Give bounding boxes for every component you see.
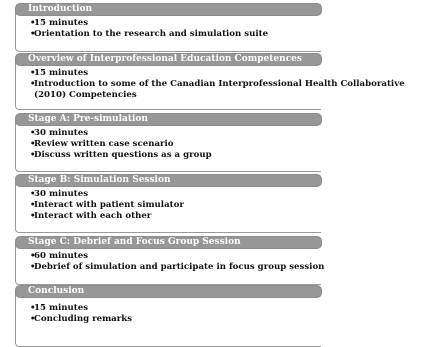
list-item [30, 18, 422, 29]
list-item [30, 200, 422, 211]
item-text: Interact with patient simulator [34, 200, 184, 210]
list-item [30, 251, 422, 262]
section-header: Overview of Interprofessional Education Competences [15, 53, 322, 66]
section-header: Conclusion [15, 285, 322, 298]
list-item [30, 139, 422, 150]
item-text: Review written case scenario [34, 139, 174, 149]
item-text: 15 minutes [34, 68, 89, 78]
section-items [30, 128, 422, 161]
item-text: 15 minutes [34, 18, 89, 28]
section-items [30, 68, 422, 101]
item-text: Debrief of simulation and participate in focus group session [34, 262, 325, 272]
list-item [30, 211, 422, 222]
item-text: Concluding remarks [34, 314, 133, 324]
item-text: 15 minutes [34, 303, 89, 313]
bullet: • [30, 303, 36, 313]
bullet: • [30, 18, 36, 28]
list-item [30, 189, 422, 200]
bullet: • [30, 251, 36, 261]
item-text: 30 minutes [34, 128, 89, 138]
section-items [30, 303, 422, 325]
bullet: • [30, 262, 36, 272]
bullet: • [30, 314, 36, 324]
bullet: • [30, 189, 36, 199]
section-header: Stage B: Simulation Session [15, 174, 322, 187]
bullet: • [30, 139, 36, 149]
bullet: • [30, 29, 36, 39]
bullet: • [30, 79, 36, 89]
bullet: • [30, 128, 36, 138]
list-item [30, 303, 422, 314]
list-item [30, 150, 422, 161]
list-item [30, 128, 422, 139]
list-item [30, 314, 422, 325]
bullet: • [30, 150, 36, 160]
item-text: 30 minutes [34, 189, 89, 199]
bullet: • [30, 68, 36, 78]
section-header: Stage A: Pre-simulation [15, 113, 322, 126]
section-header: Stage C: Debrief and Focus Group Session [15, 236, 322, 249]
item-text: Discuss written questions as a group [34, 150, 212, 160]
list-item [30, 68, 422, 79]
item-text: 60 minutes [34, 251, 89, 261]
bullet: • [30, 200, 36, 210]
bullet: • [30, 211, 36, 221]
list-item [30, 79, 414, 101]
section-items [30, 251, 422, 273]
item-text: Interact with each other [34, 211, 152, 221]
item-text: Orientation to the research and simulation suite [34, 29, 269, 39]
section-items [30, 18, 422, 40]
section-items [30, 189, 422, 222]
list-item [30, 29, 422, 40]
list-item [30, 262, 422, 273]
section-header: Introduction [15, 3, 322, 16]
item-text: Introduction to some of the Canadian Interprofessional Health Collaborative (2010) Competencies [34, 79, 405, 100]
